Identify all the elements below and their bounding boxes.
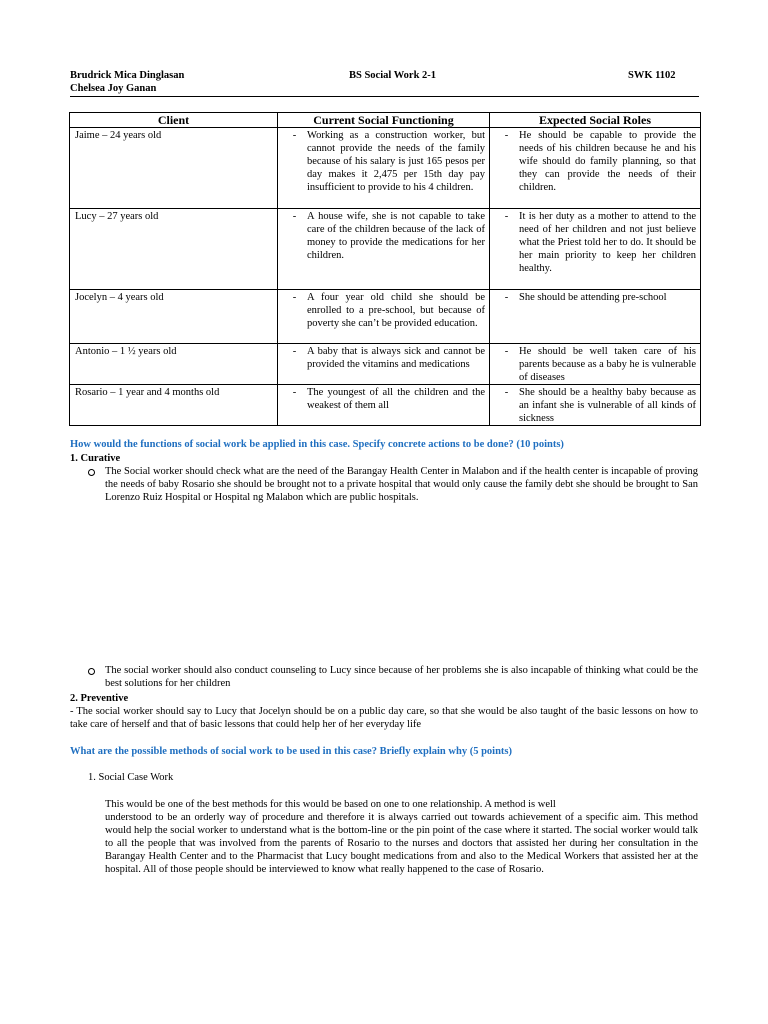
table-row — [70, 290, 701, 344]
table-row — [70, 209, 701, 290]
current-text: A house wife, she is not capable to take care of the children because of the lack of money to provide the medications for her children. — [307, 211, 485, 261]
method-first-line: This would be one of the best methods for this would be based on one to one relationship. A method is well — [105, 799, 556, 810]
current-cell — [278, 209, 490, 290]
bullet-dash: - — [504, 292, 509, 303]
bullet-dash: - — [504, 346, 509, 357]
question-2: What are the possible methods of social work to be used in this case? Briefly explain why (5 points) — [70, 746, 512, 757]
bullet-circle-icon — [88, 465, 98, 480]
expected-text: It is her duty as a mother to attend to the need of her children and not just believe what the Priest told her to do. It should be her main priority to keep her children healthy. — [519, 211, 696, 274]
bullet-dash: - — [504, 130, 509, 141]
client-cell: Rosario – 1 year and 4 months old — [70, 385, 278, 426]
client-table — [69, 112, 701, 426]
expected-cell — [490, 290, 701, 344]
table-row — [70, 344, 701, 385]
bullet-dash: - — [292, 292, 297, 303]
table-row — [70, 385, 701, 426]
course-name: BS Social Work 2-1 — [349, 70, 437, 81]
column-header-current: Current Social Functioning — [278, 113, 490, 128]
current-cell — [278, 344, 490, 385]
bullet-dash: - — [292, 130, 297, 141]
client-cell: Antonio – 1 ½ years old — [70, 344, 278, 385]
current-cell — [278, 128, 490, 209]
expected-cell — [490, 385, 701, 426]
client-cell: Jocelyn – 4 years old — [70, 290, 278, 344]
author-names — [70, 69, 184, 95]
client-cell: Jaime – 24 years old — [70, 128, 278, 209]
expected-cell — [490, 128, 701, 209]
column-header-expected: Expected Social Roles — [490, 113, 701, 128]
preventive-paragraph: - The social worker should say to Lucy that Jocelyn should be on a public day care, so that she would be also taught of the basic lessons on how to take care of herself and that of basic lessons that could help her of her everyday life — [70, 706, 698, 730]
method-paragraph: understood to be an orderly way of procedure and therefore it is always carried out towards achievement of a specific aim. This method would help the social worker to understand what is the bottom-line or the pin point of the case where it started. The social worker would talk to all the people that was involved from the parents of Rosario to the nurses and doctors that assisted her during her consultation in the Barangay Health Center and to the Pharmacist that Lucy bought medications from and also to the Medical Workers that assisted her at the hospital. All of those people should be interviewed to know what really happened to the case of Rosario. — [105, 812, 698, 875]
current-text: Working as a construction worker, but cannot provide the needs of the family because of his salary is just 165 pesos per day makes it 2,475 per 15th day pay insufficient to provide to his 4 children. — [307, 130, 485, 193]
expected-text: She should be attending pre-school — [519, 292, 667, 303]
method-item: 1. Social Case Work — [88, 772, 174, 783]
curative-paragraph-2: The social worker should also conduct counseling to Lucy since because of her problems she is also incapable of thinking what could be the best solutions for her children — [105, 665, 698, 689]
bullet-dash: - — [504, 211, 509, 222]
expected-cell — [490, 344, 701, 385]
bullet-dash: - — [292, 211, 297, 222]
current-text: A baby that is always sick and cannot be provided the vitamins and medications — [307, 346, 485, 370]
course-code: SWK 1102 — [628, 70, 676, 81]
expected-text: He should be well taken care of his parents because as a baby he is vulnerable of diseases — [519, 346, 696, 383]
current-text: A four year old child she should be enrolled to a pre-school, but because of poverty she can’t be provided education. — [307, 292, 485, 329]
author-name-1: Brudrick Mica Dinglasan — [70, 70, 185, 81]
curative-heading: 1. Curative — [70, 453, 121, 464]
table-row — [70, 128, 701, 209]
expected-text: She should be a healthy baby because as an infant she is vulnerable of all kinds of sickness — [519, 387, 696, 424]
bullet-dash: - — [504, 387, 509, 398]
current-cell — [278, 290, 490, 344]
curative-paragraph-1: The Social worker should check what are the need of the Barangay Health Center in Malabon and if the health center is incapable of proving the needs of baby Rosario she should be brought not to a private hospital that would only cause the family debt she should be brought to San Lorenzo Ruiz Hospital or Hospital ng Malabon which are public hospitals. — [105, 466, 698, 503]
bullet-dash: - — [292, 346, 297, 357]
column-header-client: Client — [70, 113, 278, 128]
table-header-row — [70, 113, 701, 128]
current-text: The youngest of all the children and the weakest of them all — [307, 387, 485, 411]
client-cell: Lucy – 27 years old — [70, 209, 278, 290]
expected-text: He should be capable to provide the needs of his children because he and his wife should do family planning, so that they can provide the needs of their children. — [519, 130, 696, 193]
bullet-circle-icon — [88, 664, 98, 679]
preventive-heading: 2. Preventive — [70, 693, 129, 704]
expected-cell — [490, 209, 701, 290]
current-cell — [278, 385, 490, 426]
question-1: How would the functions of social work be applied in this case. Specify concrete actions to be done? (10 points) — [70, 439, 564, 450]
bullet-dash: - — [292, 387, 297, 398]
author-name-2: Chelsea Joy Ganan — [70, 83, 157, 94]
document-header — [70, 69, 699, 97]
